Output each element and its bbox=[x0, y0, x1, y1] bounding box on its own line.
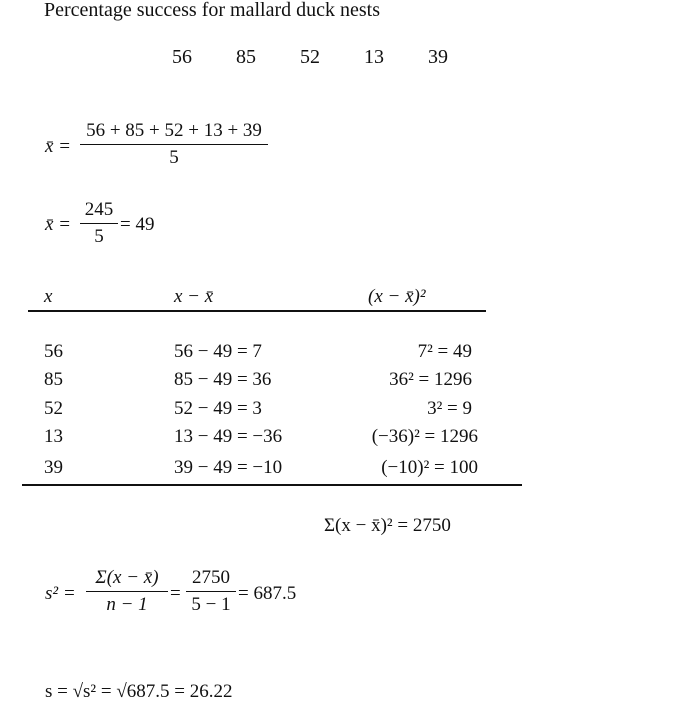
standard-deviation-formula: s = √s² = √687.5 = 26.22 bbox=[45, 681, 233, 702]
variance-lhs: s² = bbox=[45, 583, 76, 604]
mean-denominator: 5 bbox=[169, 147, 179, 169]
table-cell-sq: 7² = 49 bbox=[417, 341, 472, 362]
fraction-bar bbox=[80, 144, 268, 145]
data-value: 13 bbox=[364, 46, 384, 68]
table-cell-diff: 39 − 49 = −10 bbox=[174, 457, 283, 478]
variance-denominator: n − 1 bbox=[106, 594, 148, 616]
fraction-bar bbox=[186, 591, 236, 592]
variance-result: = 687.5 bbox=[238, 583, 297, 604]
sum-of-squares: Σ(x − x̄)² = 2750 bbox=[324, 515, 451, 536]
fraction-bar bbox=[80, 223, 118, 224]
table-cell-x: 39 bbox=[44, 457, 63, 478]
variance-numerator: Σ(x − x̄) bbox=[95, 567, 159, 588]
table-cell-diff: 85 − 49 = 36 bbox=[174, 369, 272, 390]
variance-denominator: 5 − 1 bbox=[191, 594, 231, 616]
data-value: 85 bbox=[236, 46, 256, 68]
data-value: 56 bbox=[172, 46, 192, 68]
table-cell-x: 85 bbox=[44, 369, 63, 390]
data-value: 39 bbox=[428, 46, 448, 68]
variance-numerator: 2750 bbox=[192, 567, 230, 588]
fraction-bar bbox=[86, 591, 168, 592]
page-title: Percentage success for mallard duck nests bbox=[44, 0, 380, 21]
table-header-x: x bbox=[44, 286, 53, 307]
equals-sign: = bbox=[170, 583, 181, 604]
table-cell-sq: (−36)² = 1296 bbox=[371, 426, 478, 447]
table-cell-sq: 36² = 1296 bbox=[389, 369, 472, 390]
table-header-deviation: x − x̄ bbox=[174, 286, 214, 307]
mean-fraction bbox=[80, 120, 268, 169]
mean-numerator: 245 bbox=[84, 199, 114, 220]
mean-lhs: x̄ = bbox=[45, 136, 72, 157]
table-header-squared: (x − x̄)² bbox=[368, 286, 426, 307]
table-cell-diff: 56 − 49 = 7 bbox=[174, 341, 262, 362]
mean-numerator: 56 + 85 + 52 + 13 + 39 bbox=[86, 120, 262, 141]
mean-lhs: x̄ = bbox=[45, 214, 72, 235]
data-value: 52 bbox=[300, 46, 320, 68]
table-cell-x: 13 bbox=[44, 426, 63, 447]
mean-fraction bbox=[80, 199, 118, 248]
table-cell-x: 52 bbox=[44, 398, 63, 419]
variance-fraction-values bbox=[186, 567, 236, 616]
mean-denominator: 5 bbox=[94, 226, 104, 248]
table-cell-x: 56 bbox=[44, 341, 63, 362]
header-divider bbox=[28, 310, 486, 312]
table-bottom-divider bbox=[22, 484, 522, 486]
table-cell-diff: 52 − 49 = 3 bbox=[174, 398, 262, 419]
table-cell-sq: (−10)² = 100 bbox=[381, 457, 478, 478]
table-cell-diff: 13 − 49 = −36 bbox=[174, 426, 283, 447]
mean-result: = 49 bbox=[120, 214, 155, 235]
variance-fraction-general bbox=[86, 567, 168, 616]
table-cell-sq: 3² = 9 bbox=[427, 398, 472, 419]
